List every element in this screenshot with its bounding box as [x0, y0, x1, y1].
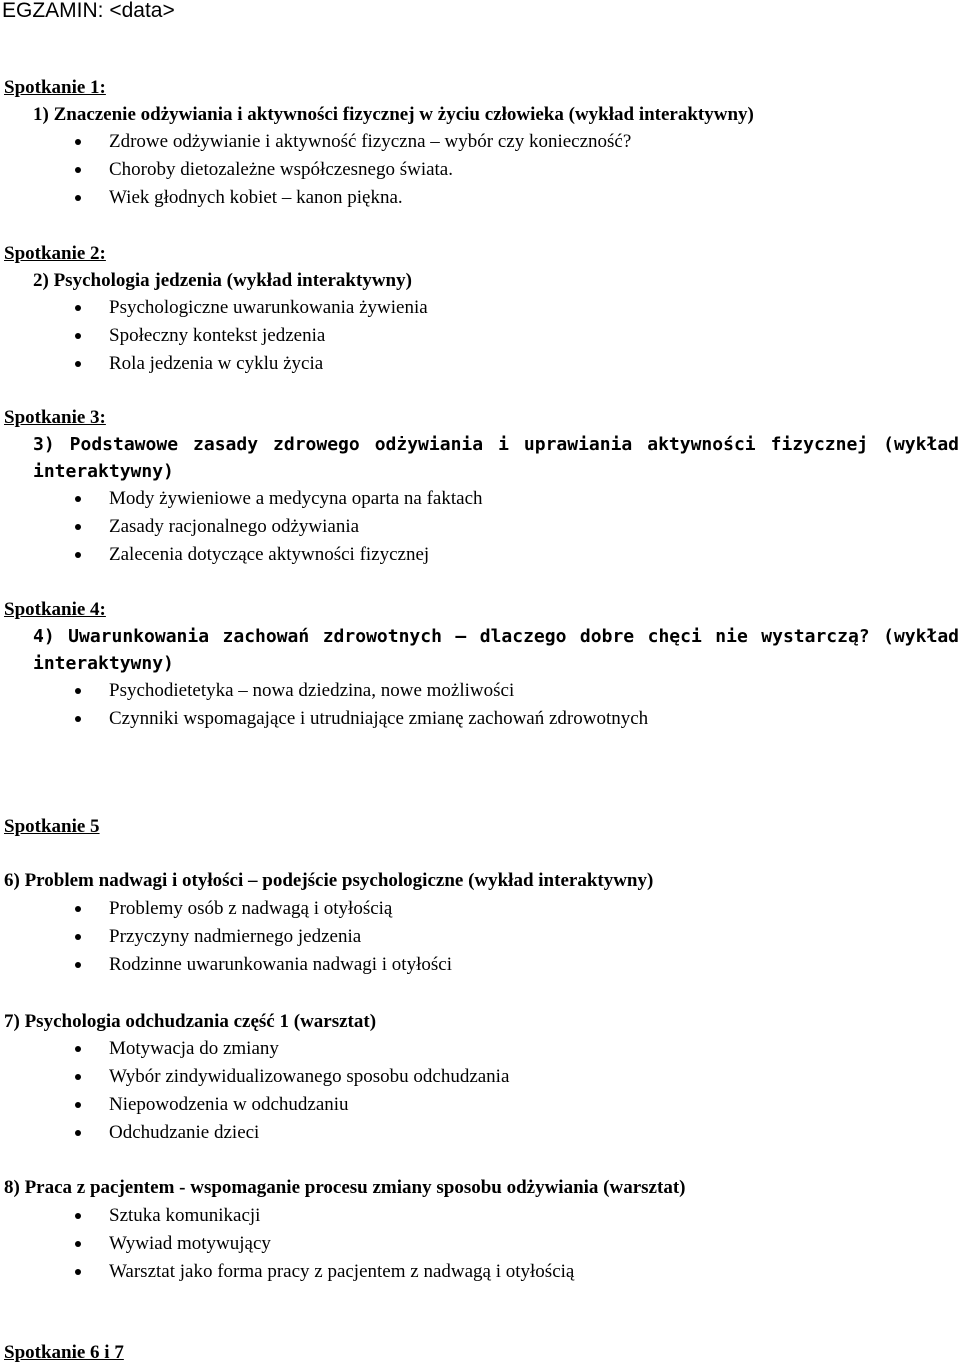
list-item: Zdrowe odżywianie i aktywność fizyczna – wybór czy konieczność? [0, 128, 631, 156]
meeting-4-lecture [33, 626, 959, 674]
list-item: Rodzinne uwarunkowania nadwagi i otyłości [0, 951, 452, 979]
bullet-icon [75, 1074, 81, 1080]
meeting-1-heading: Spotkanie 1: [4, 77, 106, 98]
bullet-icon [75, 139, 81, 145]
meeting-5-lecture-8: 8) Praca z pacjentem - wspomaganie procesu zmiany sposobu odżywiania (warsztat) [4, 1177, 686, 1198]
meeting-1-items [0, 128, 631, 212]
meeting-3-lecture-line1: 3) Podstawowe zasady zdrowego odżywiania i uprawiania aktywności fizycznej (wykład [33, 434, 959, 455]
meeting-5-lecture-6: 6) Problem nadwagi i otyłości – podejście psychologiczne (wykład interaktywny) [4, 870, 654, 891]
bullet-icon [75, 1241, 81, 1247]
bullet-icon [75, 361, 81, 367]
bullet-icon [75, 333, 81, 339]
meeting-4-lecture-line2: interaktywny) [33, 653, 174, 674]
list-item: Czynniki wspomagające i utrudniające zmianę zachowań zdrowotnych [0, 705, 648, 733]
list-item: Mody żywieniowe a medycyna oparta na faktach [0, 485, 483, 513]
meeting-3-heading: Spotkanie 3: [4, 407, 106, 428]
bullet-icon [75, 716, 81, 722]
meeting-4-lecture-line1: 4) Uwarunkowania zachowań zdrowotnych – dlaczego dobre chęci nie wystarczą? (wykład [33, 626, 959, 647]
list-item: Psychologiczne uwarunkowania żywienia [0, 294, 428, 322]
bullet-icon [75, 1102, 81, 1108]
meeting-3-lecture [33, 434, 959, 482]
meeting-1-lecture: 1) Znaczenie odżywiania i aktywności fizycznej w życiu człowieka (wykład interaktywny) [33, 104, 754, 125]
list-item: Wiek głodnych kobiet – kanon piękna. [0, 184, 631, 212]
list-item: Niepowodzenia w odchudzaniu [0, 1091, 509, 1119]
list-item: Motywacja do zmiany [0, 1035, 509, 1063]
list-item: Problemy osób z nadwagą i otyłością [0, 895, 452, 923]
list-item: Sztuka komunikacji [0, 1202, 574, 1230]
bullet-icon [75, 552, 81, 558]
meeting-6-7-heading: Spotkanie 6 i 7 [4, 1342, 124, 1363]
lecture-7-items [0, 1035, 509, 1147]
meeting-2-lecture: 2) Psychologia jedzenia (wykład interaktywny) [33, 270, 412, 291]
lecture-6-items [0, 895, 452, 979]
bullet-icon [75, 167, 81, 173]
bullet-icon [75, 305, 81, 311]
list-item: Warsztat jako forma pracy z pacjentem z nadwagą i otyłością [0, 1258, 574, 1286]
list-item: Rola jedzenia w cyklu życia [0, 350, 428, 378]
list-item: Choroby dietozależne współczesnego świata. [0, 156, 631, 184]
meeting-5-lecture-7: 7) Psychologia odchudzania część 1 (warsztat) [4, 1011, 377, 1032]
list-item: Wywiad motywujący [0, 1230, 574, 1258]
meeting-3-items [0, 485, 483, 569]
bullet-icon [75, 906, 81, 912]
meeting-4-heading: Spotkanie 4: [4, 599, 106, 620]
bullet-icon [75, 1130, 81, 1136]
list-item: Psychodietetyka – nowa dziedzina, nowe możliwości [0, 677, 648, 705]
meeting-2-items [0, 294, 428, 378]
meeting-4-items [0, 677, 648, 733]
bullet-icon [75, 496, 81, 502]
bullet-icon [75, 688, 81, 694]
bullet-icon [75, 1213, 81, 1219]
list-item: Przyczyny nadmiernego jedzenia [0, 923, 452, 951]
list-item: Odchudzanie dzieci [0, 1119, 509, 1147]
bullet-icon [75, 1046, 81, 1052]
list-item: Wybór zindywidualizowanego sposobu odchudzania [0, 1063, 509, 1091]
list-item: Zalecenia dotyczące aktywności fizycznej [0, 541, 483, 569]
bullet-icon [75, 962, 81, 968]
lecture-8-items [0, 1202, 574, 1286]
meeting-3-lecture-line2: interaktywny) [33, 461, 174, 482]
exam-title: EGZAMIN: <data> [2, 0, 175, 22]
bullet-icon [75, 524, 81, 530]
list-item: Społeczny kontekst jedzenia [0, 322, 428, 350]
bullet-icon [75, 195, 81, 201]
meeting-5-heading: Spotkanie 5 [4, 816, 100, 837]
bullet-icon [75, 934, 81, 940]
list-item: Zasady racjonalnego odżywiania [0, 513, 483, 541]
meeting-2-heading: Spotkanie 2: [4, 243, 106, 264]
bullet-icon [75, 1269, 81, 1275]
